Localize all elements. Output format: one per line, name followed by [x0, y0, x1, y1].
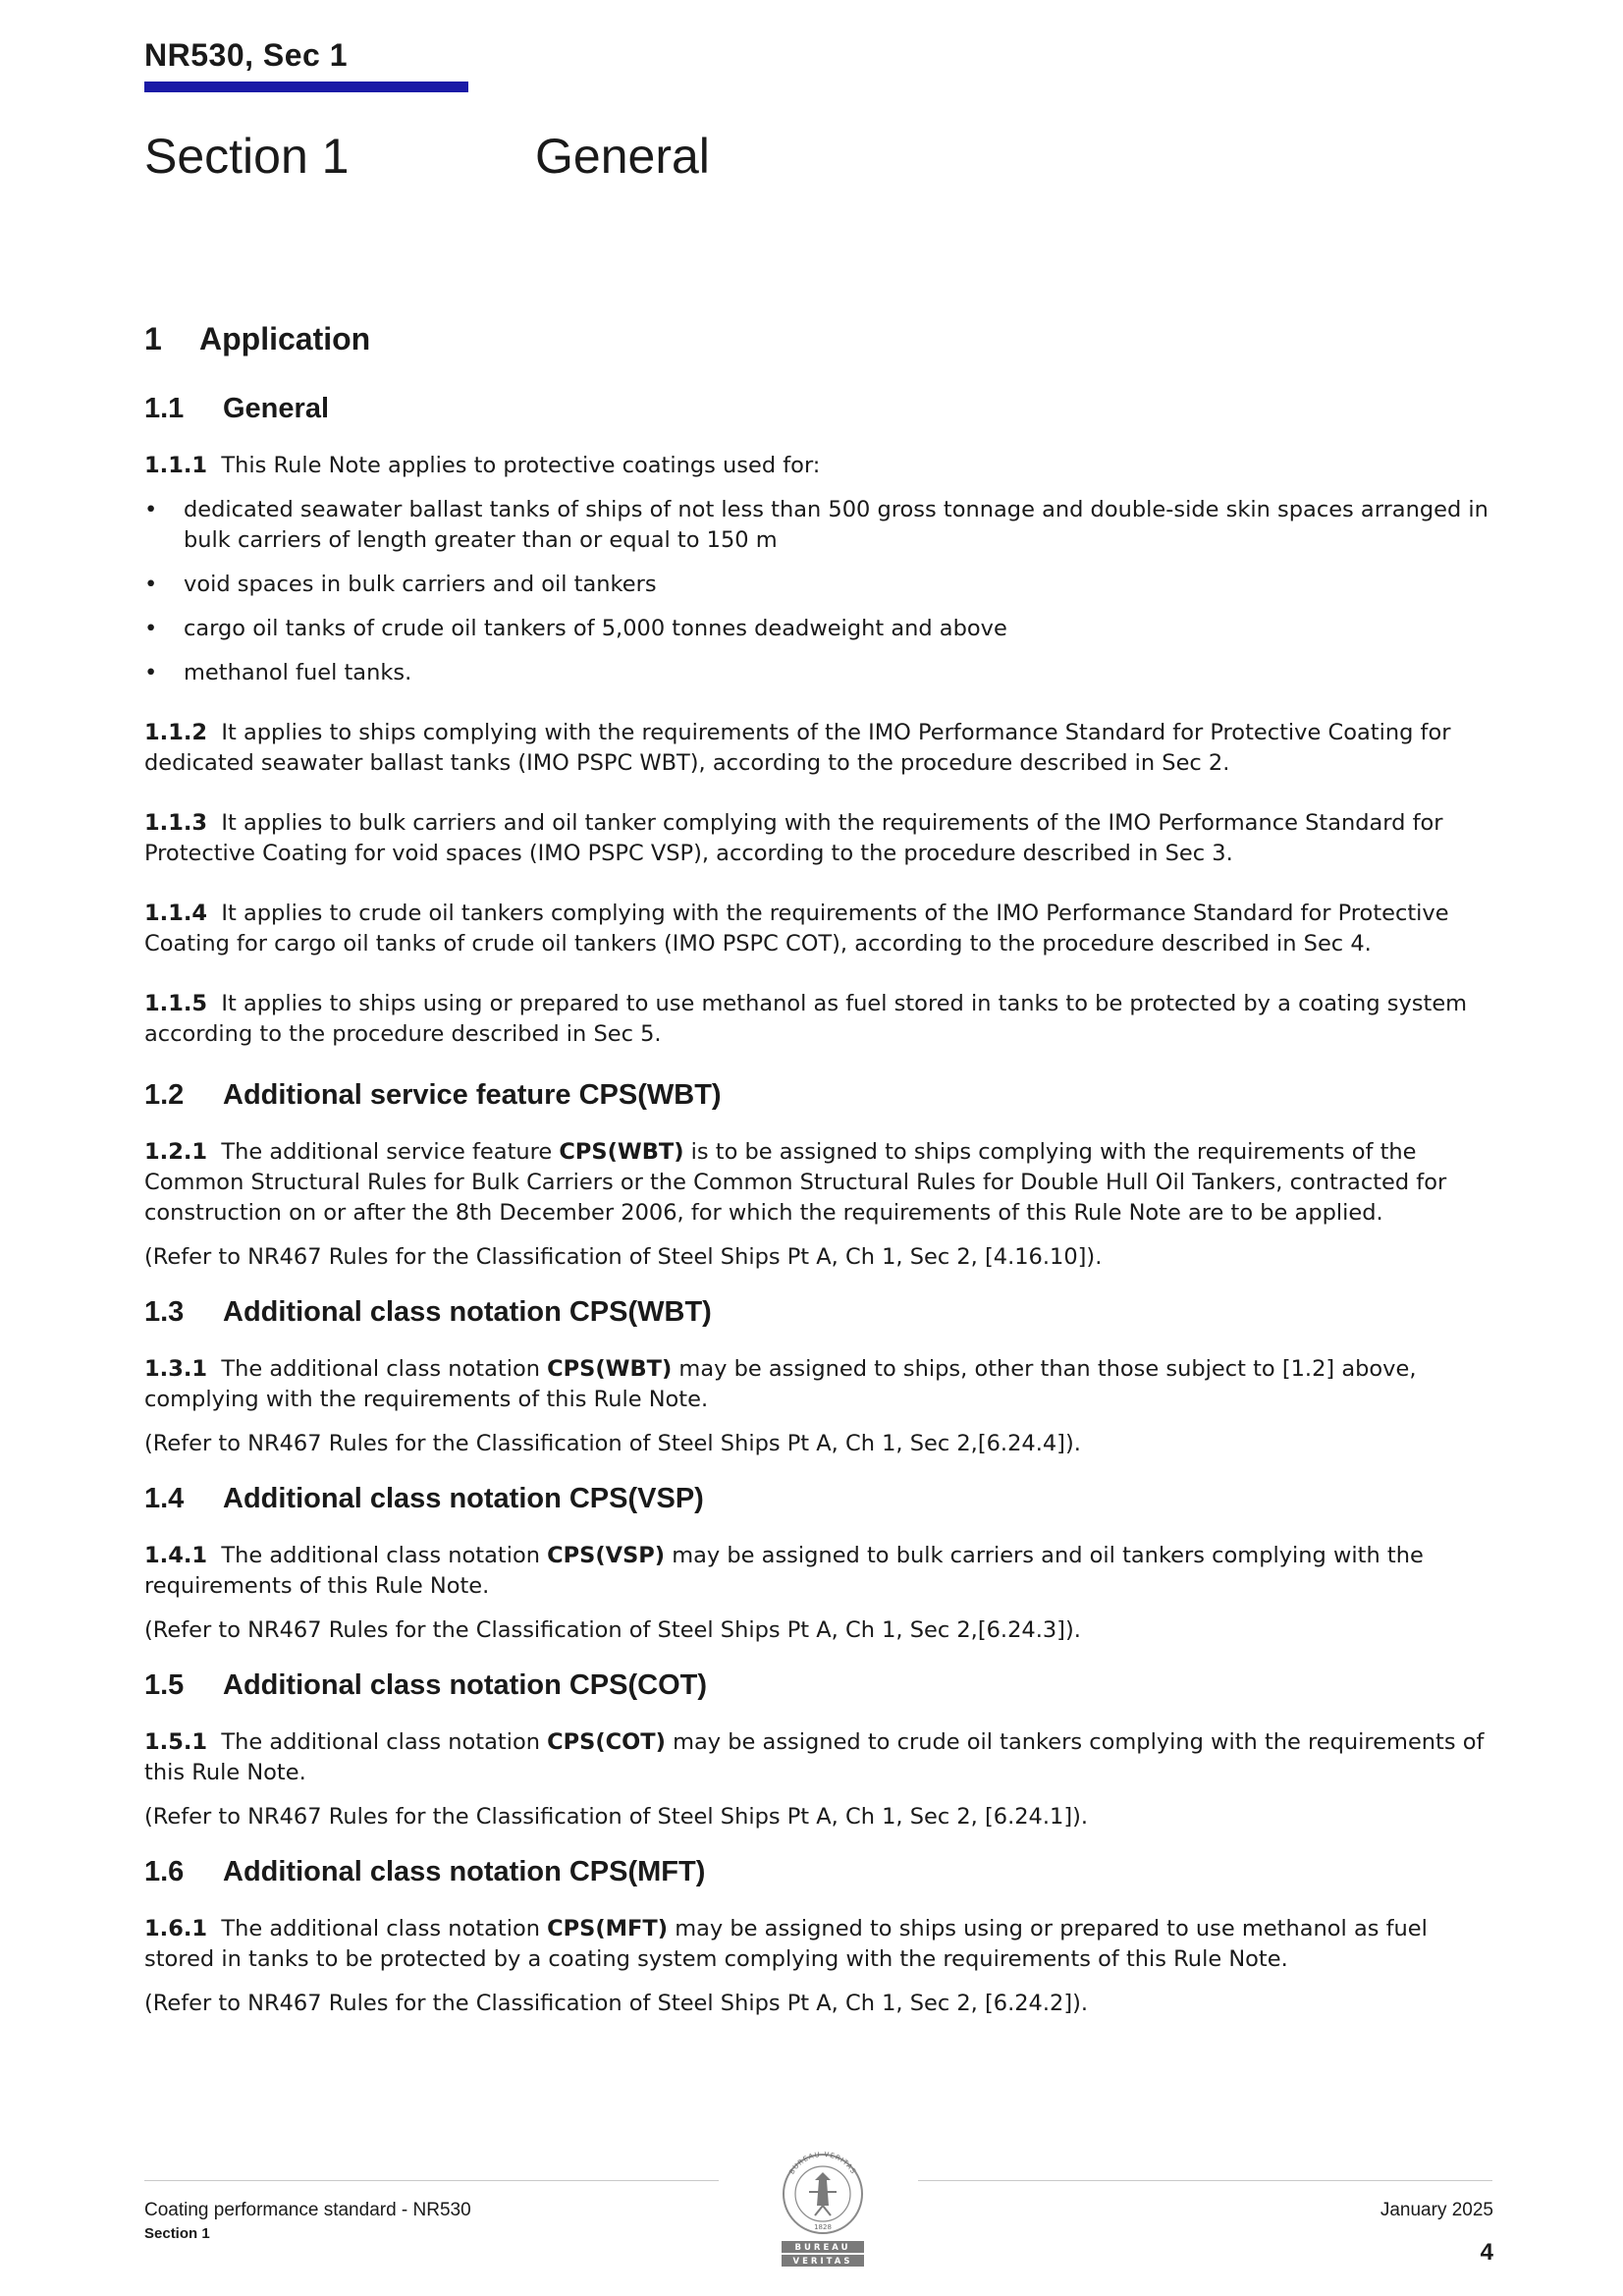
paragraph-1-6-1: 1.6.1 The additional class notation CPS(MFT) may be assigned to ships using or prepared to use methanol as fuel stored in tanks to be protected by a coating system complying with the requirements of this Rule Note.: [144, 1916, 1428, 1972]
heading-text: General: [223, 393, 329, 424]
footer-date: January 2025: [1380, 2200, 1493, 2220]
svg-text:BUREAU VERITAS: BUREAU VERITAS: [787, 2150, 858, 2176]
footer-rule-left: [144, 2180, 719, 2181]
footer-rule-right: [918, 2180, 1492, 2181]
heading-1-3: 1.3 Additional class notation CPS(WBT): [144, 1296, 712, 1328]
list-item: • void spaces in bulk carriers and oil tankers: [144, 570, 1493, 600]
logo-word-bureau: BUREAU: [794, 2243, 851, 2253]
header-accent-bar: [144, 82, 468, 92]
paragraph-1-1-1: 1.1.1 This Rule Note applies to protective coatings used for:: [144, 453, 821, 478]
paragraph-1-5-1: 1.5.1 The additional class notation CPS(COT) may be assigned to crude oil tankers complying with the requirements of this Rule Note.: [144, 1729, 1485, 1785]
running-header: NR530, Sec 1: [144, 37, 349, 73]
paragraph-1-4-1: 1.4.1 The additional class notation CPS(VSP) may be assigned to bulk carriers and oil tankers complying with the requirements of this Rule Note.: [144, 1543, 1424, 1599]
heading-1-6: 1.6 Additional class notation CPS(MFT): [144, 1856, 706, 1887]
footer-section: Section 1: [144, 2225, 210, 2242]
reference-note: (Refer to NR467 Rules for the Classification of Steel Ships Pt A, Ch 1, Sec 2,[6.24.4]).: [144, 1431, 1081, 1456]
footer-document-title: Coating performance standard - NR530: [144, 2200, 471, 2220]
list-item: • dedicated seawater ballast tanks of ships of not less than 500 gross tonnage and double-side skin spaces arranged in bulk carriers of length greater than or equal to 150 m: [144, 495, 1493, 556]
heading-1-4: 1.4 Additional class notation CPS(VSP): [144, 1483, 704, 1514]
heading-number: 1: [144, 321, 162, 356]
heading-1-1: [144, 393, 1493, 425]
list-item: • methanol fuel tanks.: [144, 658, 1493, 688]
paragraph-1-3-1: 1.3.1 The additional class notation CPS(WBT) may be assigned to ships, other than those subject to [1.2] above, complying with the requirements of this Rule Note.: [144, 1356, 1417, 1412]
section-number: Section 1: [144, 129, 350, 184]
reference-note: (Refer to NR467 Rules for the Classification of Steel Ships Pt A, Ch 1, Sec 2, [6.24.1]).: [144, 1804, 1089, 1830]
heading-1-5: 1.5 Additional class notation CPS(COT): [144, 1669, 708, 1701]
reference-note: (Refer to NR467 Rules for the Classification of Steel Ships Pt A, Ch 1, Sec 2, [6.24.2]).: [144, 1991, 1089, 2016]
reference-note: (Refer to NR467 Rules for the Classification of Steel Ships Pt A, Ch 1, Sec 2, [4.16.10]).: [144, 1244, 1103, 1270]
heading-1-2: 1.2 Additional service feature CPS(WBT): [144, 1079, 722, 1111]
document-body: [144, 321, 1493, 2043]
paragraph-1-1-5: 1.1.5 It applies to ships using or prepared to use methanol as fuel stored in tanks to be protected by a coating system according to the procedure described in Sec 5.: [144, 991, 1468, 1047]
list-item: • cargo oil tanks of crude oil tankers of 5,000 tonnes deadweight and above: [144, 614, 1493, 644]
section-title: General: [535, 129, 710, 184]
paragraph-1-1-3: 1.1.3 It applies to bulk carriers and oil tanker complying with the requirements of the IMO Performance Standard for Protective Coating for void spaces (IMO PSPC VSP), according to the procedure described in Sec 3.: [144, 810, 1443, 866]
logo-year: 1828: [814, 2223, 832, 2231]
paragraph-1-1-4: 1.1.4 It applies to crude oil tankers complying with the requirements of the IMO Performance Standard for Protective Coating for cargo oil tanks of crude oil tankers (IMO PSPC COT), according to the procedure described in Sec 4.: [144, 901, 1449, 957]
paragraph-1-2-1: 1.2.1 The additional service feature CPS(WBT) is to be assigned to ships complying with the requirements of the Common Structural Rules for Bulk Carriers or the Common Structural Rules for Double Hull Oil Tankers, contracted for construction on or after the 8th December 2006, for which the requirements of this Rule Note are to be applied.: [144, 1139, 1447, 1226]
heading-text: Application: [199, 321, 371, 356]
paragraph-1-1-2: 1.1.2 It applies to ships complying with the requirements of the IMO Performance Standard for Protective Coating for dedicated seawater ballast tanks (IMO PSPC WBT), according to the procedure described in Sec 2.: [144, 720, 1451, 776]
heading-application: [144, 321, 1493, 357]
bureau-veritas-logo-icon: [776, 2147, 870, 2272]
logo-word-veritas: VERITAS: [792, 2257, 853, 2267]
reference-note: (Refer to NR467 Rules for the Classification of Steel Ships Pt A, Ch 1, Sec 2,[6.24.3]).: [144, 1617, 1081, 1643]
page-number: 4: [1480, 2239, 1493, 2266]
heading-number: 1.1: [144, 393, 185, 424]
bullet-list: [144, 495, 1493, 688]
